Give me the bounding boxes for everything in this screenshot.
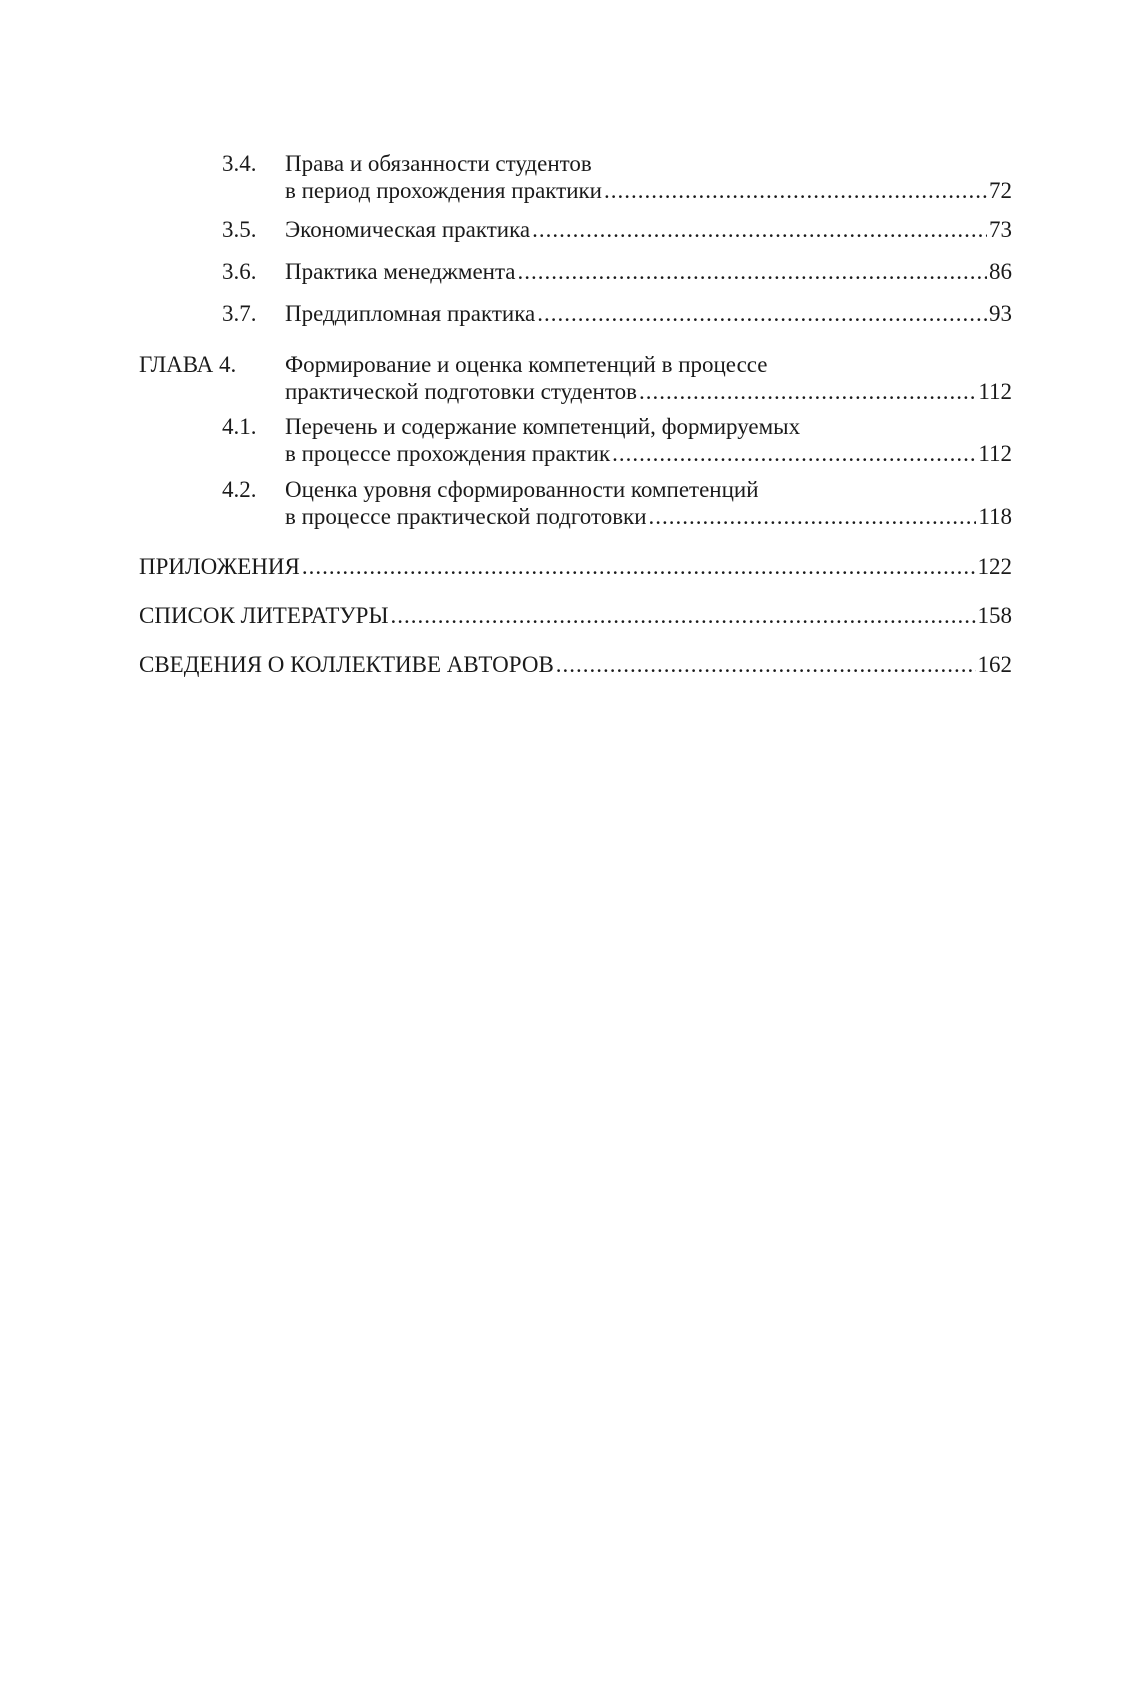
dot-leader (391, 602, 976, 629)
dot-leader (556, 651, 976, 678)
toc-entry-title: СВЕДЕНИЯ О КОЛЛЕКТИВЕ АВТОРОВ (139, 652, 554, 677)
toc-entry-title: ПРИЛОЖЕНИЯ (139, 554, 300, 579)
toc-entry-3-6 (139, 258, 1012, 285)
toc-entry-title-line1: Перечень и содержание компетенций, формируемых (285, 414, 801, 439)
dot-leader (518, 258, 987, 285)
toc-entry-title: в процессе практической подготовки (285, 504, 647, 529)
toc-entry-page: 73 (989, 217, 1012, 242)
toc-entry-leader (139, 553, 1012, 580)
toc-entry-number: 3.6. (222, 259, 257, 284)
dot-leader (639, 378, 976, 405)
toc-entry-title: Преддипломная практика (285, 301, 536, 326)
toc-entry-title-line1: Оценка уровня сформированности компетенций (285, 477, 759, 502)
toc-entry-appendices (139, 553, 1012, 580)
dot-leader (537, 300, 987, 327)
toc-entry-3-5 (139, 216, 1012, 243)
toc-entry-chapter-4 (139, 351, 1012, 405)
toc-entry-title: СПИСОК ЛИТЕРАТУРЫ (139, 603, 389, 628)
toc-entry-leader (285, 300, 1012, 327)
toc-entry-page: 162 (977, 652, 1012, 677)
toc-entry-authors (139, 651, 1012, 678)
table-of-contents (139, 150, 1012, 678)
toc-entry-leader (285, 177, 1012, 204)
toc-entry-page: 112 (978, 441, 1012, 466)
toc-entry-title-line1: Права и обязанности студентов (285, 151, 592, 176)
toc-entry-number: 3.4. (222, 151, 257, 176)
toc-entry-page: 122 (977, 554, 1012, 579)
toc-entry-page: 93 (989, 301, 1012, 326)
toc-entry-references (139, 602, 1012, 629)
toc-entry-page: 112 (978, 379, 1012, 404)
toc-entry-page: 86 (989, 259, 1012, 284)
toc-entry-leader (285, 216, 1012, 243)
toc-entry-leader (139, 651, 1012, 678)
toc-entry-leader (285, 440, 1012, 467)
toc-entry-leader (285, 258, 1012, 285)
toc-entry-number: 3.7. (222, 301, 257, 326)
toc-entry-page: 118 (978, 504, 1012, 529)
toc-entry-leader (139, 602, 1012, 629)
toc-entry-number: ГЛАВА 4. (139, 352, 237, 377)
dot-leader (532, 216, 987, 243)
toc-entry-4-2 (139, 476, 1012, 530)
toc-entry-4-1 (139, 413, 1012, 467)
toc-entry-3-7 (139, 300, 1012, 327)
dot-leader (604, 177, 987, 204)
dot-leader (612, 440, 976, 467)
dot-leader (649, 503, 977, 530)
toc-entry-title: в период прохождения практики (285, 178, 602, 203)
toc-entry-title-line1: Формирование и оценка компетенций в процессе (285, 352, 768, 377)
toc-entry-page: 72 (989, 178, 1012, 203)
toc-entry-title: Практика менеджмента (285, 259, 516, 284)
dot-leader (302, 553, 976, 580)
toc-entry-leader (285, 378, 1012, 405)
toc-entry-title: практической подготовки студентов (285, 379, 637, 404)
toc-entry-title: в процессе прохождения практик (285, 441, 611, 466)
toc-entry-number: 3.5. (222, 217, 257, 242)
toc-entry-3-4 (139, 150, 1012, 204)
toc-entry-page: 158 (977, 603, 1012, 628)
toc-entry-number: 4.2. (222, 477, 257, 502)
toc-entry-title: Экономическая практика (285, 217, 531, 242)
toc-entry-number: 4.1. (222, 414, 257, 439)
toc-entry-leader (285, 503, 1012, 530)
